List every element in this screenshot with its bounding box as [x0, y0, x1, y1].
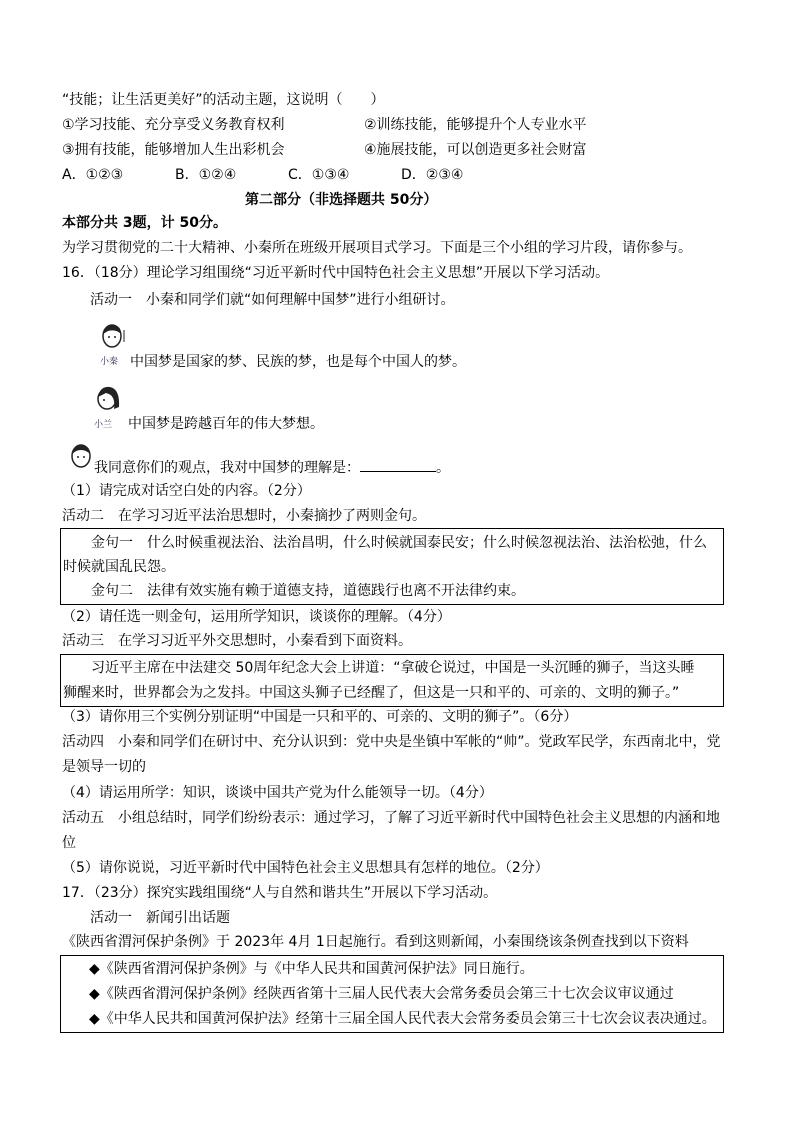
q16-sub-3: （3）请你用三个实例分别证明“中国是一只和平的、可亲的、文明的狮子”。（6分） [62, 709, 578, 725]
fact-item: ◆《陕西省渭河保护条例》与《中华人民共和国黄河保护法》同日施行。 [89, 961, 534, 977]
fact-item: ◆《中华人民共和国黄河保护法》经第十三届全国人民代表大会常务委员会第三十七次会议表决通过。 [89, 1011, 716, 1027]
q16-sub-4: （4）请运用所学：知识，谈谈中国共产党为什么能领导一切。（4分） [62, 785, 493, 801]
choice-b: B．①②④ [175, 167, 237, 183]
svg-text:小秦: 小秦 [100, 357, 119, 367]
question-stem: “技能；让生活更美好”的活动主题，这说明（ ） [62, 92, 385, 108]
q16-sub-2: （2）请任选一则金句，运用所学知识，谈谈你的理解。（4分） [62, 609, 451, 625]
dialog-line-1: 中国梦是国家的梦、民族的梦，也是每个中国人的梦。 [130, 354, 466, 370]
option-1: ①学习技能、充分享受义务教育权利 [62, 117, 285, 133]
boy-avatar-icon [98, 322, 130, 368]
choice-c: C．①③④ [288, 167, 350, 183]
q16-stem: 16．（18分）理论学习组围绕“习近平新时代中国特色社会主义思想”开展以下学习活动。 [62, 265, 610, 281]
choice-a: A．①②③ [62, 167, 124, 183]
dialog-line-2: 中国梦是跨越百年的伟大梦想。 [128, 416, 324, 432]
quotes-box [60, 528, 724, 605]
q16-sub-5: （5）请你说说，习近平新时代中国特色社会主义思想具有怎样的地位。（2分） [62, 860, 549, 876]
option-4: ④施展技能，可以创造更多社会财富 [364, 142, 587, 158]
q16-sub-1: （1）请完成对话空白处的内容。（2分） [62, 483, 311, 499]
dialog-line-3 [94, 457, 450, 478]
facts-box [60, 955, 724, 1033]
q16-activity-4-line-2: 是领导一切的 [62, 759, 146, 775]
section-title: 第二部分（非选择题共 50分） [245, 192, 438, 208]
material-line-1: 习近平主席在中法建交 50周年纪念大会上讲道：“拿破仑说过，中国是一头沉睡的狮子，当这头睡 [91, 660, 695, 676]
girl-avatar-icon [92, 385, 128, 431]
choice-d: D．②③④ [401, 167, 464, 183]
q16-activity-2: 活动二 在学习习近平法治思想时，小秦摘抄了两则金句。 [62, 508, 426, 524]
material-line-2: 狮醒来时，世界都会为之发抖。中国这头狮子已经醒了，但这是一只和平的、可亲的、文明的狮子。” [63, 685, 680, 701]
quote-2: 金句二 法律有效实施有赖于道德支持，道德践行也离不开法律约束。 [91, 583, 525, 599]
dialog-line-3-end: 。 [436, 460, 450, 476]
q16-activity-1: 活动一 小秦和同学们就“如何理解中国梦”进行小组研讨。 [90, 292, 455, 308]
dialog-line-3-text: 我同意你们的观点，我对中国梦的理解是： [94, 460, 360, 476]
section-intro: 为学习贯彻党的二十大精神、小秦所在班级开展项目式学习。下面是三个小组的学习片段，请你参与。 [62, 240, 692, 256]
svg-text:小兰: 小兰 [94, 420, 113, 430]
student-avatar-icon [68, 442, 96, 472]
q17-news: 《陕西省渭河保护条例》于 2023年 4月 1日起施行。看到这则新闻，小秦围绕该条例查找到以下资料 [62, 934, 689, 950]
quote-1-line-2: 时候就国乱民怨。 [63, 559, 175, 575]
q16-activity-3: 活动三 在学习习近平外交思想时，小秦看到下面资料。 [62, 633, 412, 649]
answer-blank[interactable] [360, 457, 436, 472]
quote-1-line-1: 金句一 什么时候重视法治、法治昌明，什么时候就国泰民安；什么时候忽视法治、法治松弛，什么 [91, 535, 707, 551]
q16-activity-5-line-2: 位 [62, 835, 76, 851]
fact-item: ◆《陕西省渭河保护条例》经陕西省第十三届人民代表大会常务委员会第三十七次会议审议通过 [89, 986, 674, 1002]
section-note: 本部分共 3题，计 50分。 [62, 215, 227, 231]
option-2: ②训练技能，能够提升个人专业水平 [364, 117, 587, 133]
q17-activity-1: 活动一 新闻引出话题 [90, 910, 230, 926]
option-3: ③拥有技能，能够增加人生出彩机会 [62, 142, 285, 158]
q16-activity-4-line-1: 活动四 小秦和同学们在研讨中、充分认识到：党中央是坐镇中军帐的“帅”。党政军民学，东西南北中，党 [62, 734, 721, 750]
q17-stem: 17．（23分）探究实践组围绕“人与自然和谐共生”开展以下学习活动。 [62, 885, 498, 901]
q16-activity-5-line-1: 活动五 小组总结时，同学们纷纷表示：通过学习，了解了习近平新时代中国特色社会主义思想的内涵和地 [62, 810, 720, 826]
material-box [60, 654, 724, 707]
